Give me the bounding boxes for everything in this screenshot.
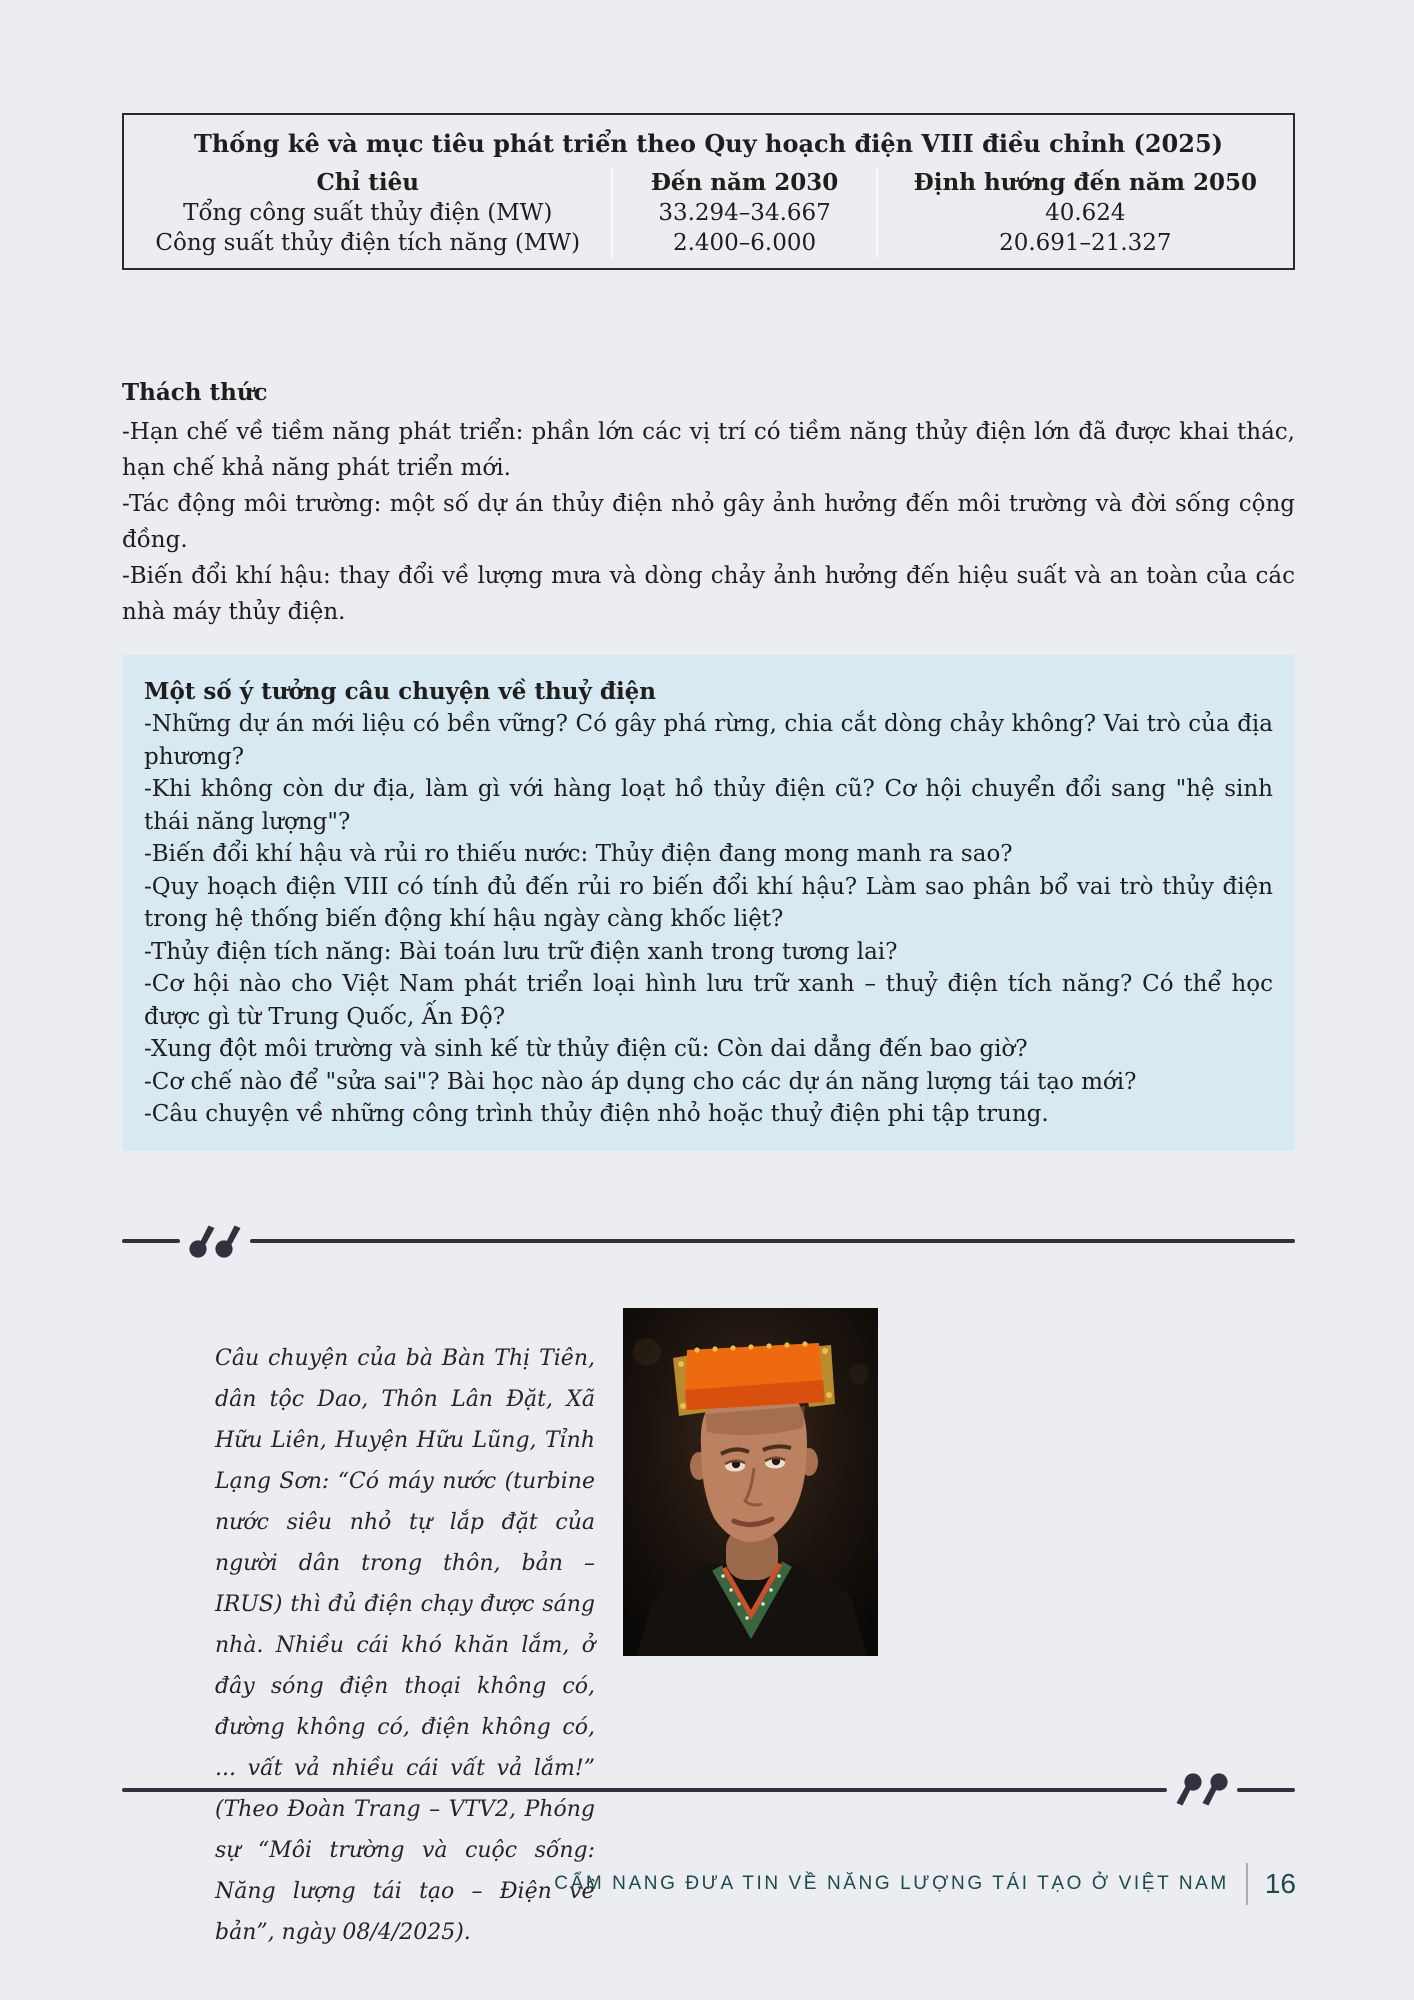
rule-segment <box>1237 1788 1295 1792</box>
footer-divider <box>1246 1863 1248 1905</box>
story-ideas-heading: Một số ý tưởng câu chuyện về thuỷ điện <box>144 678 657 705</box>
challenges-section <box>122 376 1295 630</box>
idea-item: -Thủy điện tích năng: Bài toán lưu trữ điện xanh trong tương lai? <box>144 938 898 965</box>
table-cell: Công suất thủy điện tích năng (MW) <box>155 230 581 256</box>
table-header-cell: Đến năm 2030 <box>611 168 875 198</box>
story-ideas-box <box>122 655 1295 1151</box>
idea-item: -Cơ hội nào cho Việt Nam phát triển loại hình lưu trữ xanh – thuỷ điện tích năng? Có thể học được gì từ Trung Quốc, Ấn Độ? <box>144 971 1273 1030</box>
table-cell: 20.691–21.327 <box>876 228 1293 258</box>
page-footer <box>554 1860 1296 1908</box>
rule-segment <box>122 1239 180 1243</box>
idea-item: -Khi không còn dư địa, làm gì với hàng loạt hồ thủy điện cũ? Cơ hội chuyển đổi sang "hệ sinh thái năng lượng"? <box>144 776 1273 835</box>
quote-close-rule <box>122 1771 1295 1809</box>
quote-text: Câu chuyện của bà Bàn Thị Tiên, dân tộc Dao, Thôn Lân Đặt, Xã Hữu Liên, Huyện Hữu Lũng, Tỉnh Lạng Sơn: “Có máy nước (turbine nước siêu nhỏ tự lắp đặt của người dân trong thôn, bản – IRUS) thì đủ điện chạy được sáng nhà. Nhiều cái khó khăn lắm, ở đây sóng điện thoại không có, đường không có, điện không có, ... vất vả nhiều cái vất vả lắm!” (Theo Đoàn Trang – VTV2, Phóng sự “Môi trường và cuộc sống: Năng lượng tái tạo – Điện về bản”, ngày 08/4/2025). <box>215 1346 595 1945</box>
open-quote-icon <box>187 1223 243 1259</box>
close-quote-icon <box>1174 1772 1230 1808</box>
idea-item: -Cơ chế nào để "sửa sai"? Bài học nào áp dụng cho các dự án năng lượng tái tạo mới? <box>144 1068 1137 1095</box>
quote-open-rule <box>122 1222 1295 1260</box>
table-cell: 2.400–6.000 <box>611 228 875 258</box>
stats-table <box>122 113 1295 270</box>
table-cell: Tổng công suất thủy điện (MW) <box>183 200 553 226</box>
table-cell: 33.294–34.667 <box>611 198 875 228</box>
challenge-item: -Tác động môi trường: một số dự án thủy điện nhỏ gây ảnh hưởng đến môi trường và đời sống cộng đồng. <box>122 491 1295 553</box>
table-title: Thống kê và mục tiêu phát triển theo Quy hoạch điện VIII điều chỉnh (2025) <box>193 129 1224 158</box>
page-number: 16 <box>1264 1868 1296 1899</box>
footer-title: CẨM NANG ĐƯA TIN VỀ NĂNG LƯỢNG TÁI TẠO Ở VIỆT NAM <box>554 1873 1229 1894</box>
table-header-cell: Định hướng đến năm 2050 <box>876 168 1293 198</box>
challenge-item: -Hạn chế về tiềm năng phát triển: phần lớn các vị trí có tiềm năng thủy điện lớn đã được khai thác, hạn chế khả năng phát triển mới. <box>122 419 1295 481</box>
challenge-item: -Biến đổi khí hậu: thay đổi về lượng mưa và dòng chảy ảnh hưởng đến hiệu suất và an toàn của các nhà máy thủy điện. <box>122 563 1295 625</box>
idea-item: -Biến đổi khí hậu và rủi ro thiếu nước: Thủy điện đang mong manh ra sao? <box>144 841 1013 867</box>
idea-item: -Xung đột môi trường và sinh kế từ thủy điện cũ: Còn dai dẳng đến bao giờ? <box>144 1036 1028 1062</box>
rule-segment <box>250 1239 1295 1243</box>
table-cell: 40.624 <box>876 198 1293 228</box>
challenges-heading: Thách thức <box>122 379 268 406</box>
table-header-cell: Chỉ tiêu <box>316 169 419 196</box>
rule-segment <box>122 1788 1167 1792</box>
idea-item: -Những dự án mới liệu có bền vững? Có gây phá rừng, chia cắt dòng chảy không? Vai trò của địa phương? <box>144 711 1273 770</box>
portrait-illustration <box>623 1308 878 1656</box>
table-grid <box>124 168 1293 258</box>
idea-item: -Câu chuyện về những công trình thủy điện nhỏ hoặc thuỷ điện phi tập trung. <box>144 1101 1049 1127</box>
quote-photo <box>623 1308 878 1656</box>
idea-item: -Quy hoạch điện VIII có tính đủ đến rủi ro biến đổi khí hậu? Làm sao phân bổ vai trò thủy điện trong hệ thống biến động khí hậu ngày càng khốc liệt? <box>144 873 1273 932</box>
